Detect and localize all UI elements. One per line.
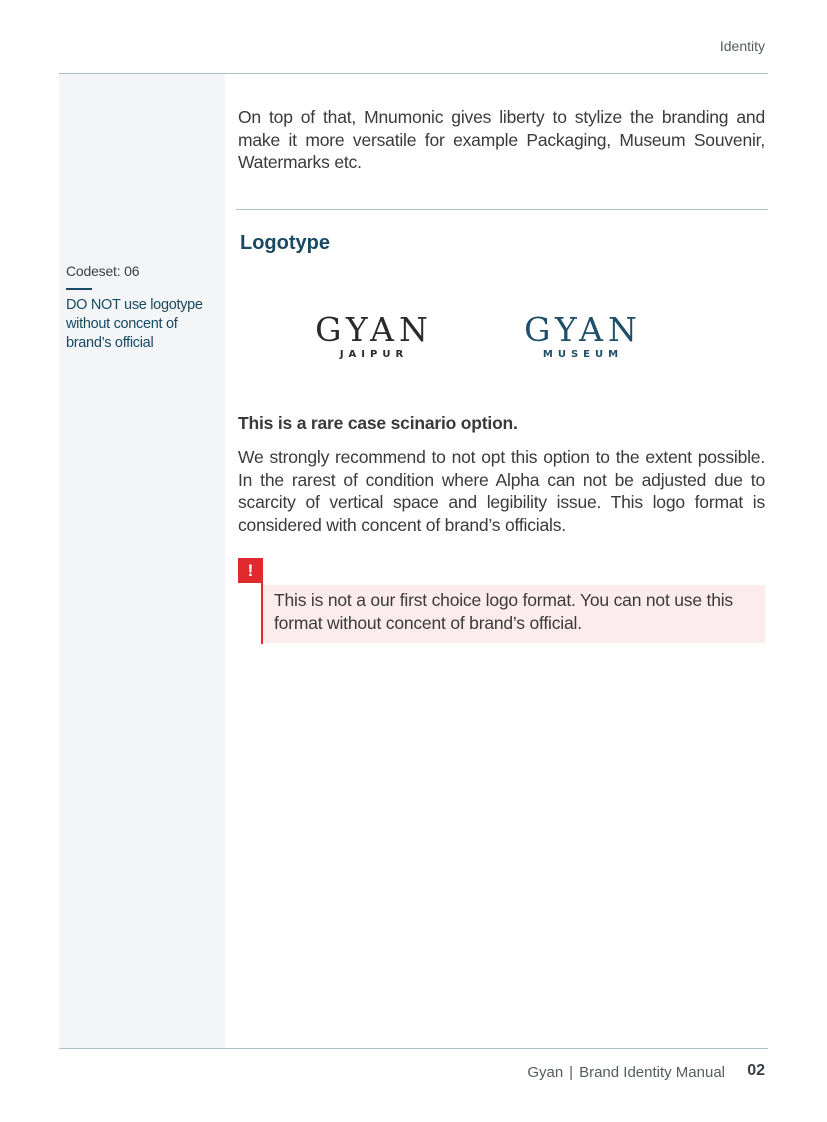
codeset-underline — [66, 288, 92, 290]
sidebar-note: DO NOT use logotype without concent of brand’s official — [66, 297, 203, 351]
intro-paragraph: On top of that, Mnumonic gives liberty to stylize the branding and make it more versatile for example Packaging, Museum Souvenir, Watermarks etc. — [238, 107, 765, 172]
header-section-label: Identity — [719, 38, 765, 54]
footer-title: Brand Identity Manual — [579, 1064, 725, 1081]
codeset-label: Codeset: 06 — [66, 263, 140, 279]
alert-icon: ! — [238, 558, 263, 583]
footer-divider — [59, 1048, 768, 1049]
page-number: 02 — [747, 1062, 765, 1079]
body-paragraph: We strongly recommend to not opt this option to the extent possible. In the rarest of condition where Alpha can not be adjusted due to scarcity of vertical space and legibility issue. This logo format is considered with concent of brand’s officials. — [238, 447, 765, 535]
logo-subtitle: JAIPUR — [339, 349, 409, 360]
footer — [527, 1064, 725, 1081]
sidebar — [59, 74, 225, 1048]
section-title: Logotype — [240, 232, 330, 254]
warning-heading: This is a rare case scinario option. — [238, 413, 518, 433]
section-divider — [236, 209, 768, 210]
logo-gyan-museum — [515, 310, 651, 360]
footer-brand: Gyan — [527, 1064, 564, 1081]
logo-gyan-jaipur — [306, 310, 442, 360]
logo-subtitle: MUSEUM — [542, 349, 624, 360]
logo-wordmark: GYAN — [524, 310, 642, 349]
footer-separator: | — [569, 1064, 574, 1081]
logo-wordmark: GYAN — [315, 310, 433, 349]
alert-text: This is not a our first choice logo format. You can not use this format without concent of brand’s official. — [274, 590, 733, 633]
